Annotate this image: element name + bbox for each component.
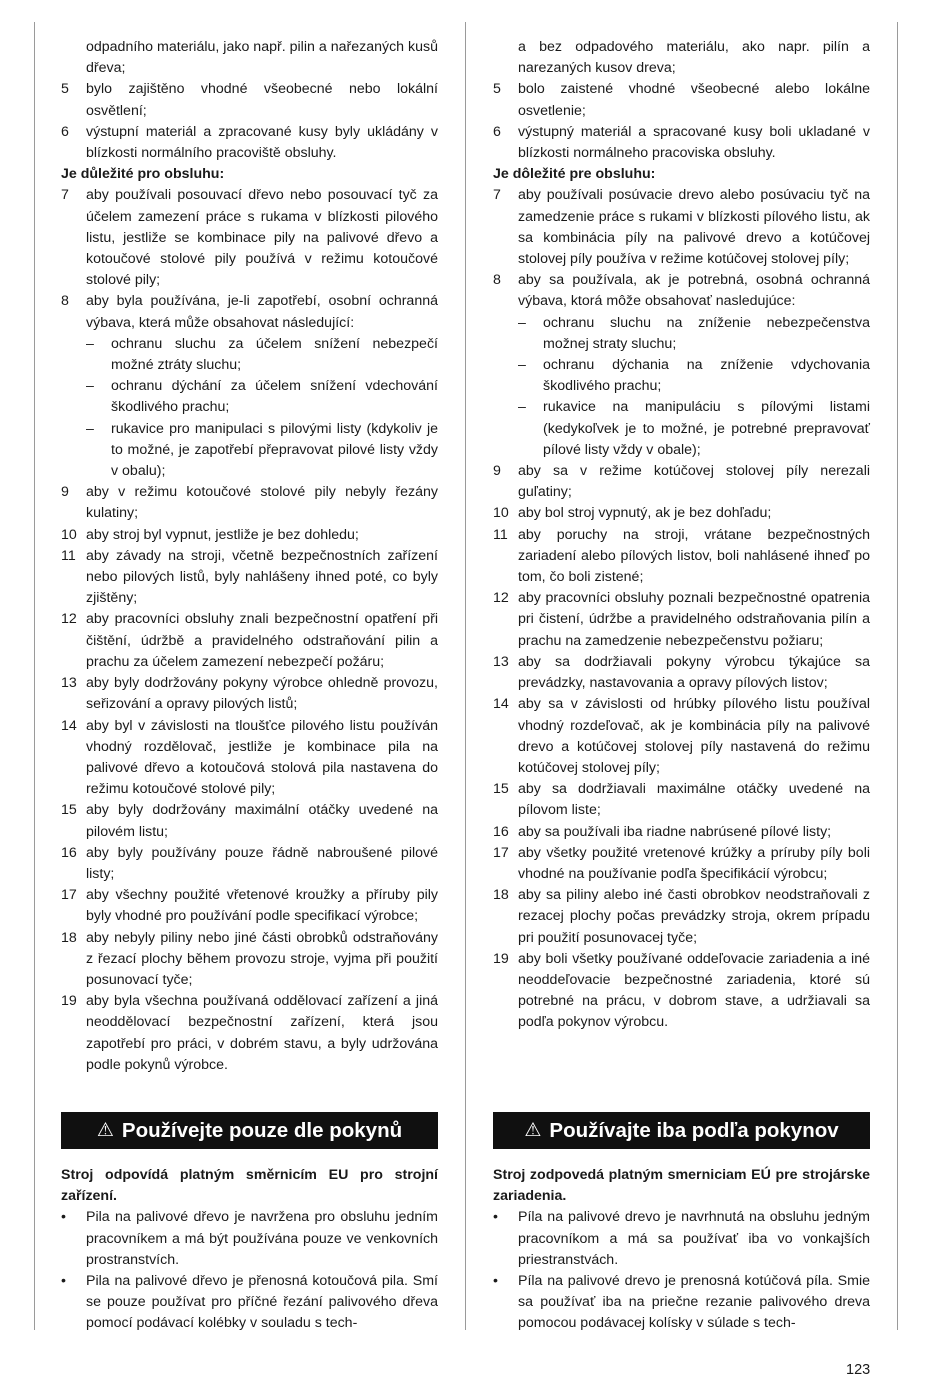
- item-text: výstupní materiál a zpracované kusy byly ukládány v blízkosti normálního pracoviště obsluhy.: [86, 123, 438, 162]
- item-text: aby všechny použité vřetenové kroužky a příruby pily byly vhodné pro používání podle specifikací výrobce;: [86, 887, 438, 925]
- bullet-item: [493, 1207, 870, 1271]
- list-item: [493, 461, 870, 503]
- list-item: [493, 270, 870, 312]
- list-item: [61, 482, 438, 524]
- item-text: aby sa piliny alebo iné časti obrobkov neodstraňovali z rezacej plochy počas prevádzky stroja, okrem prípadu pri použití posunovacej tyče;: [518, 887, 870, 946]
- bullet-text: Píla na palivové drevo je prenosná kotúčová píla. Smie sa používať iba na priečne rezanie palivového dreva pomocou podávacej kolísky v súlade s tech-: [518, 1273, 870, 1332]
- item-text: aby stroj byl vypnut, jestliže je bez dohledu;: [86, 526, 359, 543]
- item-text: aby byla všechna používaná oddělovací zařízení a jiná neoddělovací bezpečnostní zařízení, která jsou zapotřebí pro práci, v dobrém stavu, a byly udržována podle pokynů výrobce.: [86, 993, 438, 1073]
- czech-usage-section: [61, 1165, 438, 1335]
- item-text: aby pracovníci obsluhy znali bezpečnostní opatření při čištění, údržbě a pravidelného odstraňování pilin a prachu za účelem zamezení nebezpečí požáru;: [86, 611, 438, 670]
- sub-item-text: rukavice na manipuláciu s pílovými listami (kedykoľvek je to možné, je potrebné prepravovať pílové listy vždy v obale);: [543, 399, 870, 458]
- section-heading-czech: [61, 1112, 438, 1149]
- item-number: 9: [61, 484, 69, 501]
- item-number: 14: [61, 717, 77, 734]
- list-item: [61, 546, 438, 610]
- item-text: aby pracovníci obsluhy poznali bezpečnostné opatrenia pri čistení, údržbe a pravidelného odstraňovania pilín a prachu na zamedzenie nebezpečenstvu požiaru;: [518, 590, 870, 649]
- item-number: 16: [493, 823, 509, 840]
- list-item: [61, 525, 438, 546]
- list-item: [493, 652, 870, 694]
- list-item: [493, 949, 870, 1034]
- item-text: aby sa v závislosti od hrúbky pílového listu používal vhodný rozdeľovač, ak je kombinácia píly na palivové drevo a kotúčovej stolovej píly nastavená do režimu kotúčovej stolovej píly;: [518, 696, 870, 776]
- list-item: [493, 185, 870, 270]
- warning-icon: ⚠: [524, 1120, 542, 1141]
- item-number: 10: [493, 505, 509, 522]
- dash-marker: –: [518, 399, 526, 416]
- item-number: 9: [493, 463, 501, 480]
- list-item: [61, 928, 438, 992]
- list-item: [61, 79, 438, 121]
- item-text: aby boli všetky používané oddeľovacie zariadenia a iné neoddeľovacie bezpečnostné zariadenia, ktoré sú potrebné na prácu, v dobrom stave, a udržiavali sa podľa pokynov výrobcu.: [518, 950, 870, 1031]
- item-text: aby byly používány pouze řádně nabroušené pilové listy;: [86, 844, 438, 882]
- bullet-marker: •: [493, 1209, 498, 1226]
- item-text: aby bol stroj vypnutý, ak je bez dohľadu;: [518, 505, 772, 522]
- item-number: 8: [493, 272, 501, 289]
- right-margin-rule: [897, 22, 898, 1330]
- sub-item-text: rukavice pro manipulaci s pilovými listy (kdykoliv je to možné, je zapotřebí přepravovat pilové listy vždy v obalu);: [111, 420, 438, 480]
- item-number: 17: [61, 887, 77, 904]
- item-text: aby používali posouvací dřevo nebo posouvací tyč za účelem zamezení práce s rukama v blízkosti pilového listu, jestliže se kombinace pily na palivové dřevo a kotoučové stolové pily používá v režimu kotoučové stolové pily;: [86, 187, 438, 289]
- bullet-marker: •: [61, 1273, 66, 1290]
- dash-marker: –: [86, 335, 94, 352]
- list-item: [493, 503, 870, 524]
- sub-list-item: [518, 355, 870, 397]
- slovak-column: [493, 37, 870, 1034]
- item-number: 16: [61, 844, 77, 861]
- sub-item-text: ochranu sluchu na zníženie nebezpečenstva možnej straty sluchu;: [543, 314, 870, 352]
- slovak-usage-section: [493, 1165, 870, 1335]
- item-text: aby nebyly piliny nebo jiné části obrobků odstraňovány z řezací plochy během provozu stroje, vyjma při použití posunovací tyče;: [86, 929, 438, 988]
- dash-marker: –: [518, 314, 526, 331]
- item-number: 7: [493, 187, 501, 204]
- item-number: 12: [493, 590, 509, 607]
- sub-list-item: [86, 334, 438, 376]
- item-number: 6: [493, 123, 501, 140]
- list-item: [493, 779, 870, 821]
- sub-item-text: ochranu dýchání za účelem snížení vdechování škodlivého prachu;: [111, 378, 438, 416]
- dash-marker: –: [86, 378, 94, 395]
- item-text: aby sa v režime kotúčovej stolovej píly nerezali guľatiny;: [518, 463, 870, 501]
- item-text: aby používali posúvacie drevo alebo posúvaciu tyč na zamedzenie práce s rukami v blízkosti pílového listu, ak sa kombinácia píly na palivové drevo a kotúčovej stolovej píly používa v režime kotúčovej stolovej píly;: [518, 187, 870, 268]
- page-number: 123: [846, 1362, 871, 1378]
- left-margin-rule: [34, 22, 35, 1330]
- list-item: [61, 185, 438, 291]
- section-heading-text: Používejte pouze dle pokynů: [121, 1118, 403, 1142]
- dash-marker: –: [518, 357, 526, 374]
- item-number: 19: [493, 950, 509, 967]
- item-number: 15: [61, 802, 77, 819]
- item-number: 11: [493, 526, 508, 543]
- item-number: 15: [493, 781, 509, 798]
- list-item: [61, 291, 438, 333]
- section-heading-slovak: [493, 1112, 870, 1149]
- list-item: [61, 122, 438, 164]
- list-item: [493, 122, 870, 164]
- sub-item-text: ochranu sluchu za účelem snížení nebezpečí možné ztráty sluchu;: [111, 335, 438, 374]
- item-text: aby byla používána, je-li zapotřebí, osobní ochranná výbava, která může obsahovat následující:: [86, 293, 438, 331]
- item-text: aby byly dodržovány maximální otáčky uvedené na pilovém listu;: [86, 802, 438, 840]
- item-text: výstupný materiál a spracované kusy boli ukladané v blízkosti normálneho pracoviska obsluhy.: [518, 123, 870, 162]
- item-text: aby byly dodržovány pokyny výrobce ohledně provozu, seřizování a opravy pilových listů;: [86, 675, 438, 713]
- list-item: [493, 822, 870, 843]
- item-text: aby v režimu kotoučové stolové pily nebyly řezány kulatiny;: [86, 484, 438, 522]
- item-number: 14: [493, 696, 509, 713]
- section-heading-text: Používajte iba podľa pokynov: [549, 1118, 839, 1142]
- item-number: 12: [61, 611, 77, 628]
- list-item: [493, 525, 870, 589]
- item-text: aby všetky použité vretenové krúžky a príruby píly boli vhodné na používanie podľa špecifikácií výrobcu;: [518, 844, 870, 882]
- list-item: [61, 885, 438, 927]
- item-text: aby závady na stroji, včetně bezpečnostních zařízení nebo pilových listů, byly nahlášeny ihned poté, co byly zjištěny;: [86, 547, 438, 607]
- item-number: 8: [61, 293, 69, 310]
- item-text: aby sa dodržiavali pokyny výrobcu týkajúce sa prevádzky, nastavovania a opravy pílových listov;: [518, 653, 870, 692]
- list-item: [61, 800, 438, 842]
- bullet-text: Píla na palivové drevo je navrhnutá na obsluhu jedným pracovníkom a má sa používať iba vo vonkajších priestranstvách.: [518, 1209, 870, 1268]
- warning-icon: ⚠: [96, 1120, 114, 1141]
- bullet-marker: •: [61, 1209, 66, 1226]
- item-text: aby poruchy na stroji, vrátane bezpečnostných zariadení alebo pílových listov, boli nahlásené ihneď po tom, čo boli zistené;: [518, 526, 870, 586]
- list-item: [493, 885, 870, 949]
- item-text: bolo zaistené vhodné všeobecné alebo lokálne osvetlenie;: [518, 81, 870, 119]
- item-number: 11: [61, 547, 76, 564]
- list-item: [61, 609, 438, 673]
- item-number: 5: [493, 81, 501, 98]
- continued-text: a bez odpadového materiálu, ako napr. pilín a narezaných kusov dreva;: [518, 39, 870, 77]
- sub-item-text: ochranu dýchania na zníženie vdychovania škodlivého prachu;: [543, 357, 870, 395]
- operator-heading: Je dôležité pre obsluhu:: [493, 166, 656, 183]
- continued-text: odpadního materiálu, jako např. pilin a nařezaných kusů dřeva;: [86, 39, 438, 77]
- bullet-marker: •: [493, 1273, 498, 1290]
- list-item: [61, 991, 438, 1076]
- sub-list-item: [86, 376, 438, 418]
- bullet-text: Pila na palivové dřevo je navržena pro obsluhu jedním pracovníkem a má být používána pouze ve venkovních prostranstvích.: [86, 1209, 438, 1268]
- sub-list-item: [518, 313, 870, 355]
- item-number: 7: [61, 187, 69, 204]
- item-number: 13: [61, 675, 77, 692]
- bullet-item: [61, 1271, 438, 1335]
- column-divider-rule: [465, 22, 466, 1330]
- intro-paragraph: Stroj odpovídá platným směrnicím EU pro strojní zařízení.: [61, 1167, 438, 1205]
- item-number: 18: [61, 929, 77, 946]
- bullet-item: [493, 1271, 870, 1335]
- item-number: 17: [493, 844, 509, 861]
- intro-paragraph: Stroj zodpovedá platným smerniciam EÚ pre strojárske zariadenia.: [493, 1167, 870, 1205]
- list-item: [61, 673, 438, 715]
- list-item: [493, 843, 870, 885]
- item-number: 18: [493, 887, 509, 904]
- sub-list-item: [518, 397, 870, 461]
- list-item: [61, 843, 438, 885]
- item-number: 5: [61, 81, 69, 98]
- sub-list-item: [86, 419, 438, 483]
- item-text: aby sa dodržiavali maximálne otáčky uvedené na pílovom liste;: [518, 781, 870, 819]
- item-number: 10: [61, 526, 77, 543]
- czech-column: [61, 37, 438, 1076]
- list-item: [493, 694, 870, 779]
- list-item: [493, 79, 870, 121]
- item-text: bylo zajištěno vhodné všeobecné nebo lokální osvětlení;: [86, 81, 438, 119]
- list-item: [61, 716, 438, 801]
- item-text: aby sa používala, ak je potrebná, osobná ochranná výbava, ktorá môže obsahovať nasledujúce:: [518, 272, 870, 310]
- operator-heading: Je důležité pro obsluhu:: [61, 166, 225, 183]
- bullet-text: Pila na palivové dřevo je přenosná kotoučová pila. Smí se pouze používat pro příčné řezání palivového dřeva pomocí podávací kolébky v souladu s tech-: [86, 1273, 438, 1332]
- list-item: [493, 588, 870, 652]
- item-text: aby byl v závislosti na tloušťce pilového listu používán vhodný rozdělovač, jestliže je kombinace pila na palivové dřevo a kotoučová stolová pila nastavena do režimu kotoučové stolové pily;: [86, 717, 438, 798]
- item-number: 6: [61, 123, 69, 140]
- bullet-item: [61, 1207, 438, 1271]
- dash-marker: –: [86, 420, 94, 437]
- item-number: 13: [493, 653, 509, 670]
- item-number: 19: [61, 993, 77, 1010]
- item-text: aby sa používali iba riadne nabrúsené pílové listy;: [518, 823, 832, 840]
